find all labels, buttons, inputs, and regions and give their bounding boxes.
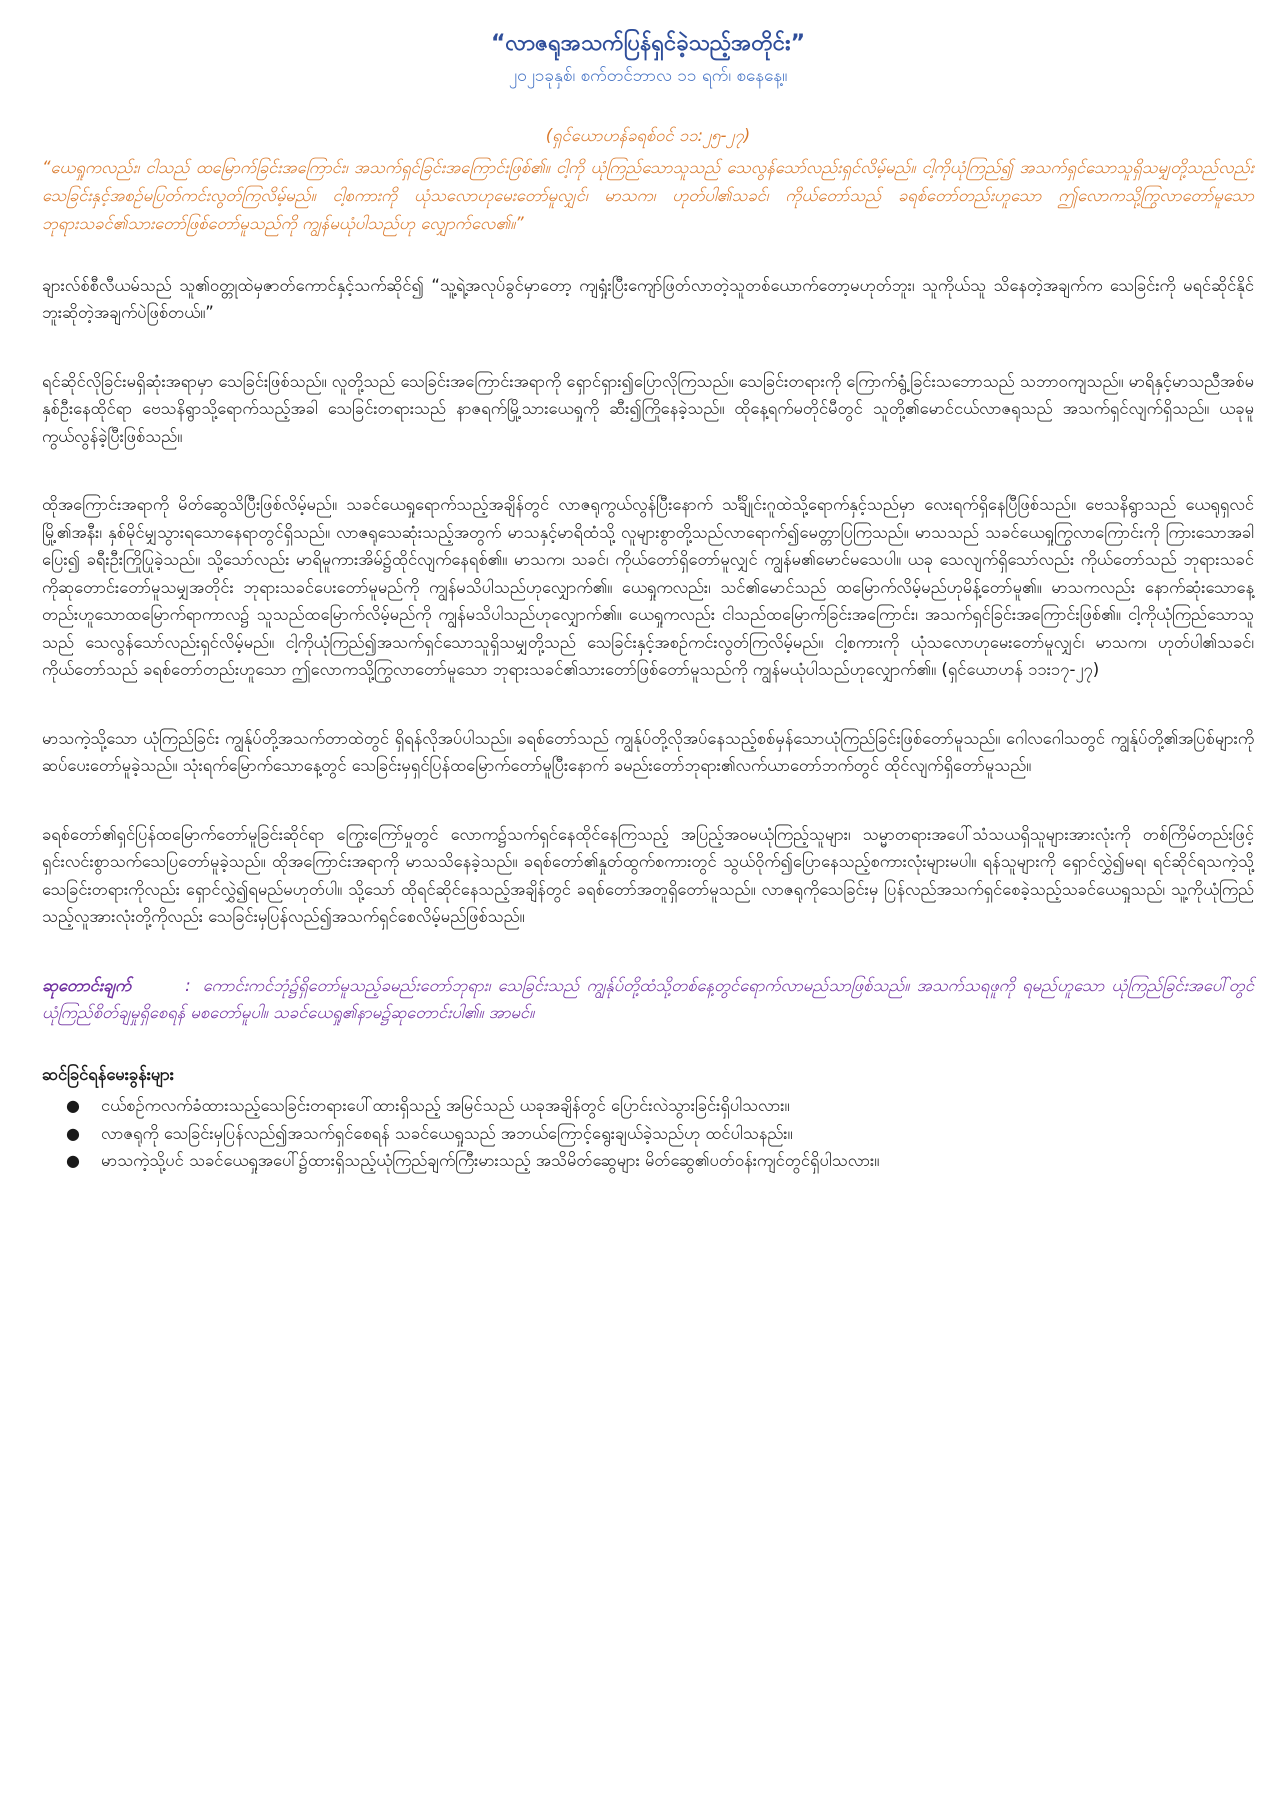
bullet-icon: ● xyxy=(66,1123,80,1143)
reflection-question xyxy=(42,1120,1254,1148)
reflection-question xyxy=(42,1092,1254,1120)
prayer-text: ကောင်းကင်ဘုံ၌ရှိတော်မူသည့်ခမည်းတော်ဘုရား၊ သေခြင်းသည် ကျွန်ုပ်တို့ထံသို့တစ်နေ့တွင်ရောက်လာမည်သာဖြစ်သည်။ အသက်သရဖူကို ရမည်ဟူသော ယုံကြည်ခြင်းအပေါ်တွင် ယုံကြည်စိတ်ချမှုရှိစေရန် မစတော်မူပါ။ သခင်ယေရှု၏နာမ၌ဆုတောင်းပါ၏။ အာမင်။ xyxy=(42,975,1254,1022)
scripture-block xyxy=(42,122,1254,238)
reflection-question-list xyxy=(42,1092,1254,1175)
bullet-icon: ● xyxy=(66,1151,80,1170)
body-paragraph-1: ချားလ်စ်စီလီယမ်သည် သူ၏ဝတ္တုထဲမှဇာတ်ကောင်နှင့်သက်ဆိုင်၍ “သူ့ရဲ့အလုပ်ခွင်မှာတော့ ကျရှုံးပြီးကျော်ဖြတ်လာတဲ့သူတစ်ယောက်တော့မဟုတ်ဘူး၊ သူကိုယ်သူ သိနေတဲ့အချက်က သေခြင်းကို မရင်ဆိုင်နိုင်ဘူးဆိုတဲ့အချက်ပဲဖြစ်တယ်။” xyxy=(42,275,1254,322)
body-paragraph-3: ထိုအကြောင်းအရာကို မိတ်ဆွေသိပြီးဖြစ်လိမ့်မည်။ သခင်ယေရှုရောက်သည့်အချိန်တွင် လာဇရုကွယ်လွန်ပြီးနောက် သင်္ချိုင်းဂူထဲသို့ရောက်နှင့်သည်မှာ လေးရက်ရှိနေပြီဖြစ်သည်။ ဗေသနိရွာသည် ယေရုရှလင်မြို့၏အနီး၊ နှစ်မိုင်မျှသွားရသောနေရာတွင်ရှိသည်။ လာဇရုသေဆုံးသည့်အတွက် မာသနှင့်မာရိထံသို့ လူများစွာတို့သည်လာရောက်၍မေတ္တာပြကြသည်။ မာသသည် သခင်ယေရှုကြွလာကြောင်းကို ကြားသောအခါပြေး၍ ခရီးဦးကြိုပြုခဲ့သည်။ သို့သော်လည်း မာရိမူကားအိမ်၌ထိုင်လျက်နေရစ်၏။ မာသက၊ သခင်၊ ကိုယ်တော်ရှိတော်မူလျှင် ကျွန်မ၏မောင်မသေပါ။ ယခု သေလျက်ရှိသော်လည်း ကိုယ်တော်သည် ဘုရားသခင်ကိုဆုတောင်းတော်မူသမျှအတိုင်း ဘုရားသခင်ပေးတော်မူမည်ကို ကျွန်မသိပါသည်ဟုလျှောက်၏။ ယေရှုကလည်း၊ သင်၏မောင်သည် ထမြောက်လိမ့်မည်ဟုမိန့်တော်မူ၏။ မာသကလည်း နောက်ဆုံးသောနေ့တည်းဟူသောထမြောက်ရာကာလ၌ သူသည်ထမြောက်လိမ့်မည်ကို ကျွန်မသိပါသည်ဟုလျှောက်၏။ ယေရှုကလည်း ငါသည်ထမြောက်ခြင်းအကြောင်း၊ အသက်ရှင်ခြင်းအကြောင်းဖြစ်၏။ ငါ့ကိုယုံကြည်သောသူသည် သေလွန်သော်လည်းရှင်လိမ့်မည်။ ငါ့ကိုယုံကြည်၍အသက်ရှင်သောသူရှိသမျှတို့သည် သေခြင်းနှင့်အစဉ်ကင်းလွတ်ကြလိမ့်မည်။ ငါ့စကားကို ယုံသလောဟုမေးတော်မူလျှင်၊ မာသက၊ ဟုတ်ပါ၏သခင်၊ ကိုယ်တော်သည် ခရစ်တော်တည်းဟူသော ဤလောကသို့ကြွလာတော်မူသော ဘုရားသခင်၏သားတော်ဖြစ်တော်မူသည်ကို ကျွန်မယုံပါသည်ဟုလျှောက်၏။ (ရှင်ယောဟန် ၁၁း၁၇-၂၇) xyxy=(42,495,1254,679)
scripture-reference: (ရှင်ယောဟန်ခရစ်ဝင် ၁၁:၂၅-၂၇) xyxy=(545,126,751,145)
reflection-question-text: မာသကဲ့သို့ပင် သခင်ယေရှုအပေါ်၌ထားရှိသည့်ယုံကြည်ချက်ကြီးမားသည့် အသိမိတ်ဆွေများ မိတ်ဆွေ၏ပတ်ဝန်းကျင်တွင်ရှိပါသလား။ xyxy=(101,1151,880,1170)
body-paragraph-4: မာသကဲ့သို့သော ယုံကြည်ခြင်း ကျွန်ုပ်တို့အသက်တာထဲတွင် ရှိရန်လိုအပ်ပါသည်။ ခရစ်တော်သည် ကျွန်ုပ်တို့လိုအပ်နေသည့်စစ်မှန်သောယုံကြည်ခြင်းဖြစ်တော်မူသည်။ ဂေါလဂေါသတွင် ကျွန်ုပ်တို့၏အပြစ်များကို ဆပ်ပေးတော်မူခဲ့သည်။ သုံးရက်မြောက်သောနေ့တွင် သေခြင်းမှရှင်ပြန်ထမြောက်တော်မူပြီးနောက် ခမည်းတော်ဘုရား၏လက်ယာတော်ဘက်တွင် ထိုင်လျက်ရှိတော်မူသည်။ xyxy=(42,728,1254,775)
reflection-question-text: ငယ်စဉ်ကလက်ခံထားသည့်သေခြင်းတရားပေါ်ထားရှိသည့် အမြင်သည် ယခုအချိန်တွင် ပြောင်းလဲသွားခြင်းရှိပါသလား။ xyxy=(101,1096,790,1115)
prayer-label: ဆုတောင်းချက် xyxy=(42,975,132,995)
reflection-heading: ဆင်ခြင်ရန်မေးခွန်းများ xyxy=(42,1064,174,1084)
document-date: ၂၀၂၁ခုနှစ်၊ စက်တင်ဘာလ ၁၁ ရက်၊ စနေနေ့။ xyxy=(508,66,788,86)
prayer-block xyxy=(42,972,1254,1027)
reflection-question-text: လာဇရုကို သေခြင်းမှပြန်လည်၍အသက်ရှင်စေရန် သခင်ယေရှုသည် အဘယ်ကြောင့်ရွေးချယ်ခဲ့သည်ဟု ထင်ပါသနည်း။ xyxy=(101,1123,793,1143)
reflection-section xyxy=(42,1061,1254,1175)
prayer-separator: : xyxy=(185,975,191,995)
scripture-text: “ယေရှုကလည်း၊ ငါသည် ထမြောက်ခြင်းအကြောင်း၊ အသက်ရှင်ခြင်းအကြောင်းဖြစ်၏။ ငါ့ကို ယုံကြည်သောသူသည် သေလွန်သော်လည်းရှင်လိမ့်မည်။ ငါ့ကိုယုံကြည်၍ အသက်ရှင်သောသူရှိသမျှတို့သည်လည်း သေခြင်းနှင့်အစဉ်မပြတ်ကင်းလွတ်ကြလိမ့်မည်။ ငါ့စကားကို ယုံသလောဟုမေးတော်မူလျှင်၊ မာသက၊ ဟုတ်ပါ၏သခင်၊ ကိုယ်တော်သည် ခရစ်တော်တည်းဟူသော ဤလောကသို့ကြွလာတော်မူသော ဘုရားသခင်၏သားတော်ဖြစ်တော်မူသည်ကို ကျွန်မယုံပါသည်ဟု လျှောက်လေ၏။” xyxy=(42,157,1254,233)
bullet-icon: ● xyxy=(66,1096,80,1115)
body-paragraph-2: ရင်ဆိုင်လိုခြင်းမရှိဆုံးအရာမှာ သေခြင်းဖြစ်သည်။ လူတို့သည် သေခြင်းအကြောင်းအရာကို ရှောင်ရှား၍ပြောလိုကြသည်။ သေခြင်းတရားကို ကြောက်ရွံ့ခြင်းသဘောသည် သဘာဝကျသည်။ မာရိနှင့်မာသညီအစ်မနှစ်ဦးနေထိုင်ရာ ဗေသနိရွာသို့ရောက်သည့်အခါ သေခြင်းတရားသည် နာဇရက်မြို့သားယေရှုကို ဆီး၍ကြိုနေခဲ့သည်။ ထိုနေ့ရက်မတိုင်မီတွင် သူတို့၏မောင်ငယ်လာဇရုသည် အသက်ရှင်လျက်ရှိသည်။ ယခုမူ ကွယ်လွန်ခဲ့ပြီးဖြစ်သည်။ xyxy=(42,371,1254,446)
document-title: “လာဇရုအသက်ပြန်ရှင်ခဲ့သည့်အတိုင်း” xyxy=(490,31,806,56)
reflection-question xyxy=(42,1147,1254,1175)
body-paragraph-5: ခရစ်တော်၏ရှင်ပြန်ထမြောက်တော်မူခြင်းဆိုင်ရာ ကြွေးကြော်မှုတွင် လောက၌သက်ရှင်နေထိုင်နေကြသည့် အပြည့်အဝမယုံကြည့်သူများ၊ သမ္မာတရားအပေါ်သံသယရှိသူများအားလုံးကို တစ်ကြိမ်တည်းဖြင့် ရှင်းလင်းစွာသက်သေပြတော်မူခဲ့သည်။ ထိုအကြောင်းအရာကို မာသသိနေခဲ့သည်။ ခရစ်တော်၏နှုတ်ထွက်စကားတွင် သွယ်ဝိုက်၍ပြောနေသည့်စကားလုံးများမပါ။ ရန်သူများကို ရှောင်လွှဲ၍မရ၊ ရင်ဆိုင်ရသကဲ့သို့ သေခြင်းတရားကိုလည်း ရှောင်လွှဲ၍ရမည်မဟုတ်ပါ။ သို့သော် ထိုရင်ဆိုင်နေသည့်အချိန်တွင် ခရစ်တော်အတူရှိတော်မူသည်။ လာဇရုကိုသေခြင်းမှ ပြန်လည်အသက်ရှင်စေခဲ့သည့်သခင်ယေရှုသည်၊ သူ့ကိုယုံကြည်သည့်လူအားလုံးတို့ကိုလည်း သေခြင်းမှပြန်လည်၍အသက်ရှင်စေလိမ့်မည်ဖြစ်သည်။ xyxy=(42,824,1254,926)
